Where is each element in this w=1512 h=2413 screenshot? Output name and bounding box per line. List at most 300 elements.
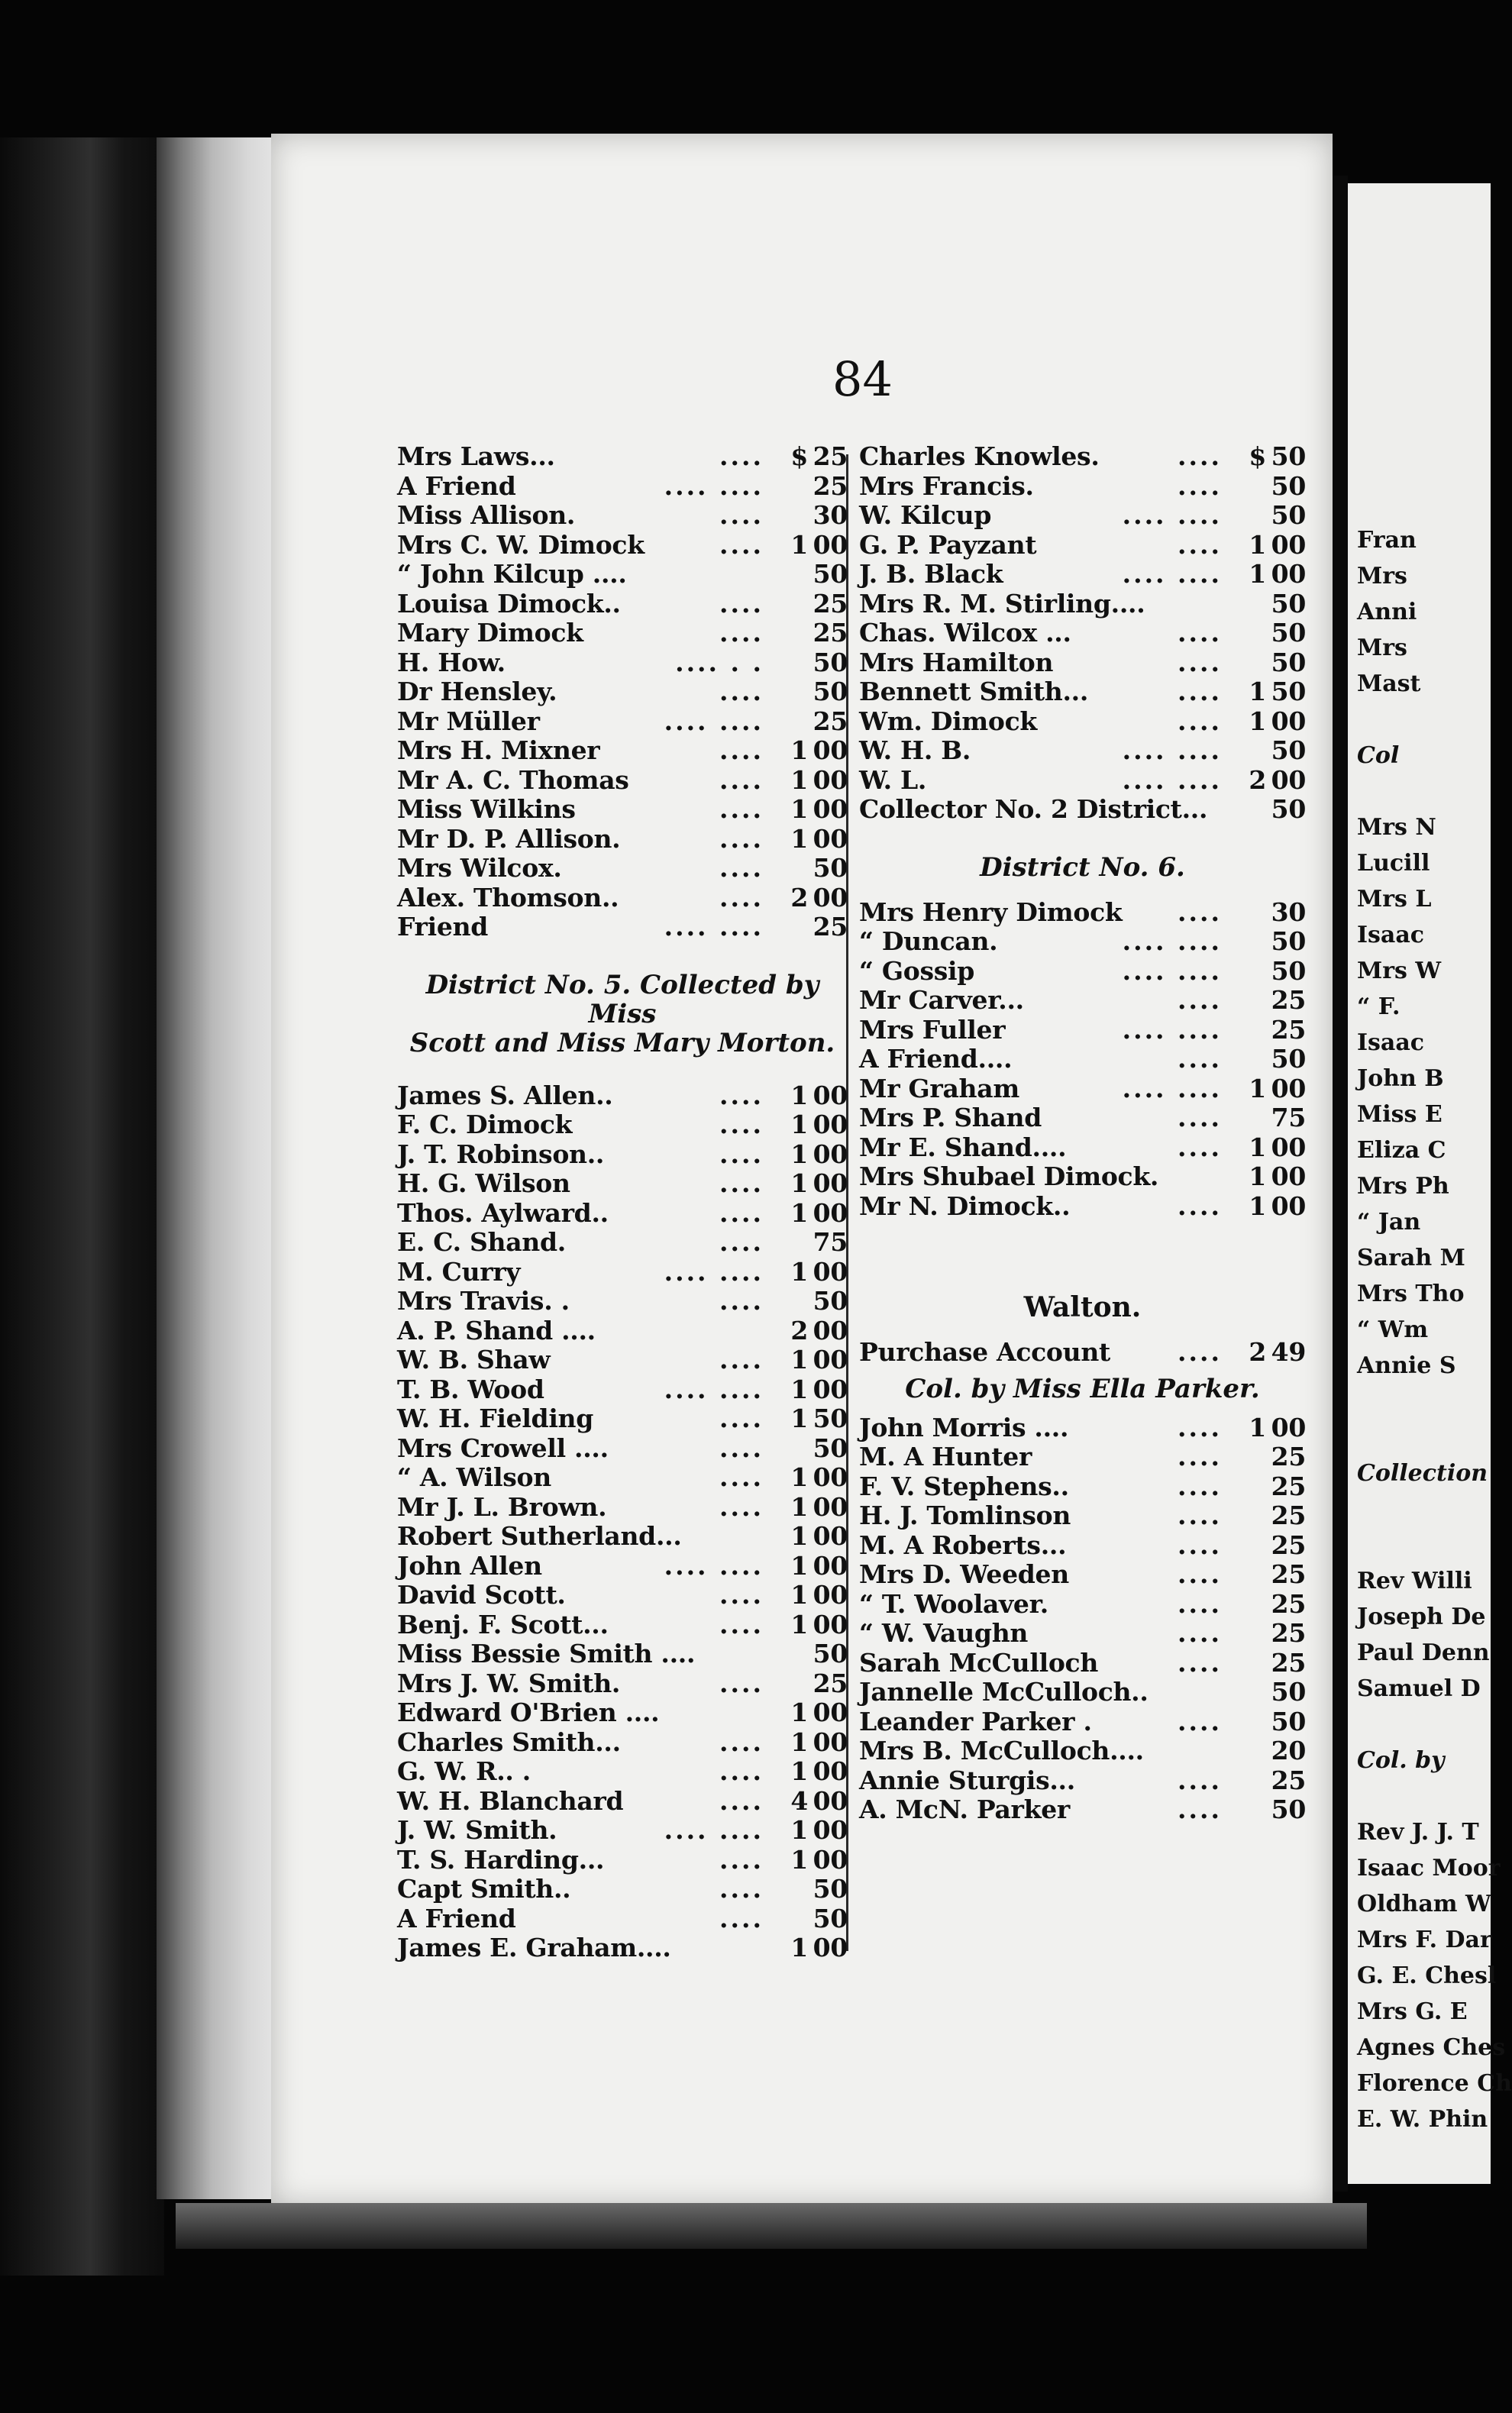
entry-name: A Friend [397, 1903, 516, 1933]
entry-leader-dots: .... .... [1122, 926, 1222, 956]
entry-cents: 25 [813, 1668, 848, 1698]
entry-dollars: 1 [790, 1256, 808, 1287]
entry-leader-dots: .... [719, 1462, 764, 1492]
list-item [859, 1618, 1306, 1648]
entry-name: J. T. Robinson.. [397, 1139, 605, 1169]
right-page-fragment: Eliza C [1357, 1137, 1446, 1164]
entry-cents: 00 [813, 764, 848, 795]
list-item [397, 1492, 848, 1522]
ella-parker-list [859, 1413, 1306, 1824]
entry-name: Mrs D. Weeden [859, 1559, 1069, 1589]
entry-dollars: 4 [790, 1785, 808, 1816]
entry-cents: 00 [1271, 706, 1306, 736]
entry-cents: 25 [813, 618, 848, 648]
right-page-fragment: E. W. Phin [1357, 2106, 1488, 2133]
entry-leader-dots: .... [1178, 1442, 1222, 1471]
entry-name: John Allen [397, 1550, 542, 1581]
entry-leader-dots: .... [719, 1491, 764, 1522]
entry-name: Chas. Wilcox ... [859, 618, 1071, 648]
entry-name: A Friend [397, 470, 516, 501]
entry-dollars: 1 [790, 735, 808, 765]
entry-leader-dots: .... [1178, 470, 1222, 501]
entry-leader-dots: .... [719, 794, 764, 824]
entry-cents: 50 [813, 1874, 848, 1904]
list-item [397, 1168, 848, 1198]
right-page-fragment: G. E. Chesl [1357, 1962, 1497, 1989]
entry-leader-dots: .... .... [1122, 1073, 1222, 1103]
right-page-fragment: “ Jan [1357, 1209, 1421, 1236]
entry-leader-dots: .... [719, 1727, 764, 1757]
entry-dollars: 1 [790, 1110, 808, 1139]
entry-leader-dots: .... [1178, 529, 1222, 560]
entry-cents: 20 [1271, 1736, 1306, 1765]
entry-leader-dots: .... [1178, 896, 1222, 927]
entry-leader-dots: .... [719, 735, 764, 765]
entry-cents: 50 [1271, 677, 1306, 706]
entry-leader-dots: .... [719, 1844, 764, 1875]
left-top-list [397, 441, 848, 942]
entry-leader-dots: .... [719, 441, 764, 471]
entry-dollars: 2 [1249, 1337, 1266, 1367]
entry-cents: 25 [1271, 1500, 1306, 1530]
entry-leader-dots: .... [1178, 1103, 1222, 1132]
entry-leader-dots: .... [719, 1756, 764, 1786]
list-item [397, 1815, 848, 1845]
list-item [397, 1639, 848, 1668]
list-item [397, 1697, 848, 1727]
entry-cents: 00 [813, 1168, 848, 1198]
entry-name: H. How. [397, 647, 506, 677]
entry-name: Mrs B. McCulloch.... [859, 1736, 1144, 1765]
list-item [397, 1433, 848, 1463]
entry-name: Capt Smith.. [397, 1874, 571, 1904]
entry-cents: 00 [1271, 1190, 1306, 1221]
list-item [859, 589, 1306, 619]
right-page-fragment: Collection [1357, 1460, 1488, 1487]
entry-leader-dots: .... [719, 1580, 764, 1610]
entry-leader-dots: .... [1178, 1412, 1222, 1442]
entry-name: Mary Dimock [397, 618, 583, 648]
entry-cents: 50 [813, 1903, 848, 1933]
right-page-fragment: Miss E [1357, 1101, 1443, 1128]
entry-dollars: 1 [790, 1727, 808, 1757]
entry-name: G. W. R.. . [397, 1756, 531, 1786]
entry-cents: 00 [813, 735, 848, 765]
list-item [859, 735, 1306, 765]
entry-name: Mrs Laws... [397, 441, 555, 471]
entry-leader-dots: .... [1178, 647, 1222, 677]
entry-name: H. G. Wilson [397, 1168, 570, 1198]
list-item [397, 912, 848, 942]
entry-name: Mrs H. Mixner [397, 735, 600, 765]
entry-dollars: 1 [790, 1756, 808, 1786]
entry-leader-dots: .... [1178, 441, 1222, 471]
entry-name: W. Kilcup [859, 500, 992, 530]
list-item [397, 1668, 848, 1698]
right-page-fragment: Mrs L [1357, 886, 1432, 913]
entry-cents: 25 [1271, 985, 1306, 1015]
right-page-fragment: Florence Ch [1357, 2070, 1512, 2097]
right-page-fragment: Rev J. J. T [1357, 1819, 1479, 1846]
entry-name: Thos. Aylward.. [397, 1197, 609, 1228]
list-item [397, 794, 848, 824]
entry-name: Benj. F. Scott... [397, 1609, 609, 1639]
entry-leader-dots: .... .... [664, 1815, 764, 1845]
list-item [859, 648, 1306, 677]
entry-name: Mrs Shubael Dimock. [859, 1161, 1159, 1191]
list-item [397, 1139, 848, 1169]
entry-dollars: 1 [790, 1080, 808, 1110]
entry-leader-dots: .... [719, 1609, 764, 1639]
entry-dollars: 1 [790, 1139, 808, 1169]
entry-name: Mr A. C. Thomas [397, 764, 629, 795]
entry-leader-dots: .... [719, 618, 764, 648]
entry-name: Mr E. Shand.... [859, 1132, 1067, 1162]
list-item [397, 1904, 848, 1933]
right-page-fragment: Mrs N [1357, 814, 1436, 841]
list-item [859, 471, 1306, 501]
entry-name: T. B. Wood [397, 1374, 544, 1404]
entry-dollars: 1 [790, 1521, 808, 1551]
entry-dollars: 1 [790, 1844, 808, 1875]
entry-dollars: 1 [1249, 529, 1266, 560]
entry-dollars: 1 [790, 1550, 808, 1581]
entry-leader-dots: .... [1178, 1132, 1222, 1162]
entry-name: Leander Parker . [859, 1706, 1092, 1736]
district5-heading-line2: Scott and Miss Mary Morton. [409, 1027, 835, 1058]
entry-dollars: 1 [1249, 706, 1266, 736]
list-item [397, 1081, 848, 1110]
right-page-fragment: Mrs Tho [1357, 1281, 1465, 1307]
list-item [397, 883, 848, 913]
list-item [397, 824, 848, 854]
list-item [397, 677, 848, 706]
list-item [397, 530, 848, 560]
entry-name: John Morris .... [859, 1412, 1069, 1442]
entry-cents: 00 [813, 1697, 848, 1727]
entry-cents: 50 [1271, 735, 1306, 765]
entry-dollars: 1 [1249, 559, 1266, 589]
list-item [859, 530, 1306, 560]
entry-name: Mrs Francis. [859, 470, 1034, 501]
entry-cents: 50 [1271, 1794, 1306, 1824]
entry-cents: 25 [1271, 1442, 1306, 1471]
entry-name: “ John Kilcup .... [397, 559, 627, 589]
entry-cents: 00 [813, 1462, 848, 1492]
list-item [859, 500, 1306, 530]
entry-cents: 00 [1271, 559, 1306, 589]
entry-name: Mr J. L. Brown. [397, 1491, 607, 1522]
entry-cents: 00 [1271, 1412, 1306, 1442]
entry-name: T. S. Harding... [397, 1844, 605, 1875]
entry-leader-dots: .... [719, 500, 764, 530]
entry-leader-dots: .... [719, 1286, 764, 1316]
entry-dollars: 1 [790, 1697, 808, 1727]
entry-name: Sarah McCulloch [859, 1647, 1099, 1678]
list-item [397, 1521, 848, 1551]
entry-name: “ A. Wilson [397, 1462, 551, 1492]
entry-cents: 00 [1271, 529, 1306, 560]
list-item [397, 1933, 848, 1962]
entry-leader-dots: .... [1178, 1500, 1222, 1530]
entry-dollars: 2 [790, 882, 808, 913]
entry-leader-dots: .... [719, 588, 764, 619]
entry-dollars: $ [790, 441, 808, 471]
entry-dollars: 1 [1249, 1161, 1266, 1191]
list-item [397, 706, 848, 736]
right-page-fragment: Col [1357, 742, 1400, 769]
entry-dollars: 1 [1249, 1073, 1266, 1103]
entry-cents: 00 [813, 794, 848, 824]
right-page-fragment: Fran [1357, 527, 1417, 554]
entry-cents: 50 [813, 853, 848, 883]
book-gutter [1333, 176, 1348, 2192]
entry-name: F. C. Dimock [397, 1110, 573, 1139]
entry-dollars: 1 [790, 1197, 808, 1228]
list-item [859, 1530, 1306, 1560]
right-column [859, 441, 1306, 1824]
book-bottom-edge [176, 2203, 1367, 2249]
list-item [859, 897, 1306, 927]
entry-cents: 00 [813, 1609, 848, 1639]
entry-dollars: 1 [790, 1933, 808, 1962]
right-page-fragment: Isaac Moor [1357, 1855, 1501, 1882]
entry-cents: 00 [813, 1345, 848, 1374]
entry-dollars: 2 [1249, 764, 1266, 795]
entry-leader-dots: .... [719, 1139, 764, 1169]
list-item [397, 1257, 848, 1287]
list-item [397, 648, 848, 677]
entry-name: Mrs Fuller [859, 1014, 1006, 1045]
district5-list [397, 1081, 848, 1962]
entry-leader-dots: .... [719, 1668, 764, 1698]
list-item [397, 1316, 848, 1345]
entry-dollars: 1 [790, 1580, 808, 1610]
entry-cents: 50 [1271, 955, 1306, 986]
entry-leader-dots: .... [1178, 985, 1222, 1015]
right-page-fragment: Mrs [1357, 563, 1407, 590]
entry-cents: 50 [813, 1286, 848, 1316]
entry-name: A. P. Shand .... [397, 1315, 596, 1345]
entry-cents: 25 [1271, 1618, 1306, 1648]
right-page-fragment: “ Wm [1357, 1316, 1429, 1343]
entry-leader-dots: .... [719, 823, 764, 854]
entry-cents: 00 [813, 1521, 848, 1551]
entry-name: Purchase Account [859, 1337, 1110, 1367]
entry-name: J. B. Black [859, 559, 1003, 589]
right-page-fragment: Col. by [1357, 1747, 1445, 1774]
list-item [859, 1677, 1306, 1707]
list-item [397, 1756, 848, 1786]
entry-cents: 50 [1271, 794, 1306, 824]
entry-name: Mr Carver... [859, 985, 1024, 1015]
right-page-fragment: Oldham W [1357, 1891, 1491, 1917]
entry-leader-dots: .... [1178, 1530, 1222, 1560]
entry-name: Louisa Dimock.. [397, 588, 621, 619]
walton-heading: Walton. [1023, 1291, 1142, 1323]
entry-name: Mrs J. W. Smith. [397, 1668, 621, 1698]
entry-dollars: 1 [790, 1404, 808, 1433]
list-item [859, 1589, 1306, 1619]
entry-name: Annie Sturgis... [859, 1765, 1075, 1795]
entry-leader-dots: .... [1178, 1471, 1222, 1501]
list-item [859, 1765, 1306, 1795]
entry-leader-dots: .... [719, 1227, 764, 1257]
list-item [397, 500, 848, 530]
entry-leader-dots: .... [1178, 1647, 1222, 1678]
entry-cents: 25 [1271, 1559, 1306, 1589]
district6-heading: District No. 6. [980, 851, 1185, 883]
entry-name: Collector No. 2 District... [859, 794, 1208, 824]
entry-leader-dots: .... .... [1122, 559, 1222, 589]
entry-cents: 50 [813, 1433, 848, 1463]
list-item [397, 589, 848, 619]
entry-name: Mr N. Dimock.. [859, 1190, 1071, 1221]
entry-leader-dots: .... [1178, 706, 1222, 736]
entry-name: “ T. Woolaver. [859, 1588, 1048, 1619]
entry-leader-dots: .... .... [664, 1256, 764, 1287]
entry-cents: 00 [1271, 1161, 1306, 1191]
list-item [397, 1580, 848, 1610]
list-item [859, 1500, 1306, 1530]
entry-dollars: 1 [790, 764, 808, 795]
entry-cents: 00 [813, 1580, 848, 1610]
entry-name: Miss Wilkins [397, 794, 576, 824]
entry-cents: 75 [813, 1227, 848, 1257]
list-item [859, 956, 1306, 986]
list-item [859, 1074, 1306, 1103]
entry-name: “ W. Vaughn [859, 1618, 1029, 1648]
right-page-fragment: Isaac [1357, 1029, 1425, 1056]
entry-cents: 50 [813, 647, 848, 677]
entry-leader-dots: .... [719, 1197, 764, 1228]
page-number: 84 [832, 351, 893, 407]
list-item [859, 441, 1306, 471]
entry-name: M. A Roberts... [859, 1530, 1067, 1560]
entry-name: W. L. [859, 764, 927, 795]
entry-name: Mr D. P. Allison. [397, 823, 621, 854]
entry-name: James S. Allen.. [397, 1080, 613, 1110]
entry-leader-dots: .... [1178, 1190, 1222, 1221]
district5-heading-line1: District No. 5. Collected by Miss [425, 969, 819, 1029]
entry-name: Mrs P. Shand [859, 1103, 1042, 1132]
list-item [397, 765, 848, 795]
entry-cents: 00 [1271, 1073, 1306, 1103]
entry-name: Dr Hensley. [397, 677, 557, 706]
list-item [859, 1044, 1306, 1074]
entry-leader-dots: .... .... [664, 912, 764, 942]
entry-leader-dots: .... [719, 1168, 764, 1198]
entry-cents: 25 [1271, 1765, 1306, 1795]
entry-name: Jannelle McCulloch.. [859, 1677, 1149, 1707]
entry-leader-dots: .... [719, 1874, 764, 1904]
entry-cents: 50 [1271, 1706, 1306, 1736]
list-item [397, 1110, 848, 1139]
entry-leader-dots: .... [1178, 1044, 1222, 1074]
list-item [397, 1462, 848, 1492]
list-item [397, 853, 848, 883]
entry-cents: 00 [1271, 1132, 1306, 1162]
entry-name: Mrs Henry Dimock [859, 896, 1123, 927]
list-item [397, 1786, 848, 1816]
entry-name: M. Curry [397, 1256, 521, 1287]
page-stack-edge [157, 137, 279, 2199]
entry-cents: 50 [1271, 618, 1306, 648]
entry-dollars: 1 [790, 1462, 808, 1492]
list-item [859, 985, 1306, 1015]
entry-cents: 25 [1271, 1530, 1306, 1560]
entry-leader-dots: .... [719, 1345, 764, 1374]
entry-leader-dots: .... .... [664, 470, 764, 501]
list-item [859, 559, 1306, 589]
right-page-fragment: Sarah M [1357, 1245, 1465, 1271]
entry-cents: 00 [813, 1256, 848, 1287]
list-item [859, 1736, 1306, 1765]
entry-cents: 50 [1271, 1677, 1306, 1707]
entry-dollars: 1 [790, 1815, 808, 1845]
list-item [859, 677, 1306, 706]
entry-dollars: 1 [1249, 677, 1266, 706]
entry-cents: 25 [1271, 1471, 1306, 1501]
list-item [859, 1442, 1306, 1471]
entry-dollars: 1 [790, 1345, 808, 1374]
right-page [1348, 183, 1512, 2184]
entry-cents: 25 [813, 588, 848, 619]
entry-cents: 00 [813, 1491, 848, 1522]
entry-cents: 50 [1271, 1044, 1306, 1074]
entry-cents: 00 [813, 1139, 848, 1169]
entry-cents: 50 [813, 677, 848, 706]
list-item [859, 794, 1306, 824]
entry-cents: 00 [813, 823, 848, 854]
entry-name: Wm. Dimock [859, 706, 1037, 736]
list-item [397, 471, 848, 501]
entry-cents: 25 [1271, 1647, 1306, 1678]
entry-leader-dots: .... .... [664, 1374, 764, 1404]
right-page-fragment: Agnes Ches [1357, 2034, 1506, 2061]
entry-cents: 50 [1271, 500, 1306, 530]
entry-dollars: 1 [790, 1491, 808, 1522]
right-page-fragment: Mrs Ph [1357, 1173, 1449, 1200]
entry-name: Mr Müller [397, 706, 540, 736]
entry-cents: 50 [813, 559, 848, 589]
list-item [397, 1374, 848, 1404]
list-item [859, 765, 1306, 795]
entry-leader-dots: .... [719, 1785, 764, 1816]
entry-name: Charles Knowles. [859, 441, 1100, 471]
entry-leader-dots: .... [1178, 677, 1222, 706]
entry-name: Mrs Crowell .... [397, 1433, 609, 1463]
list-item [859, 1413, 1306, 1442]
entry-name: Mrs R. M. Stirling.... [859, 588, 1145, 619]
book-spine [0, 137, 164, 2276]
list-item [397, 1404, 848, 1433]
entry-cents: 00 [813, 529, 848, 560]
entry-cents: 50 [1271, 926, 1306, 956]
entry-leader-dots: .... .... [1122, 500, 1222, 530]
entry-name: Bennett Smith... [859, 677, 1089, 706]
entry-leader-dots: .... .... [1122, 955, 1222, 986]
right-page-fragment: Mrs W [1357, 958, 1442, 984]
right-page-fragment: Annie S [1357, 1352, 1456, 1379]
right-page-fragment: Paul Denn [1357, 1639, 1490, 1666]
entry-cents: 00 [813, 1550, 848, 1581]
list-item [859, 1794, 1306, 1824]
entry-leader-dots: .... [719, 882, 764, 913]
entry-leader-dots: .... [1178, 1588, 1222, 1619]
entry-cents: 00 [813, 1110, 848, 1139]
entry-dollars: 2 [790, 1315, 808, 1345]
